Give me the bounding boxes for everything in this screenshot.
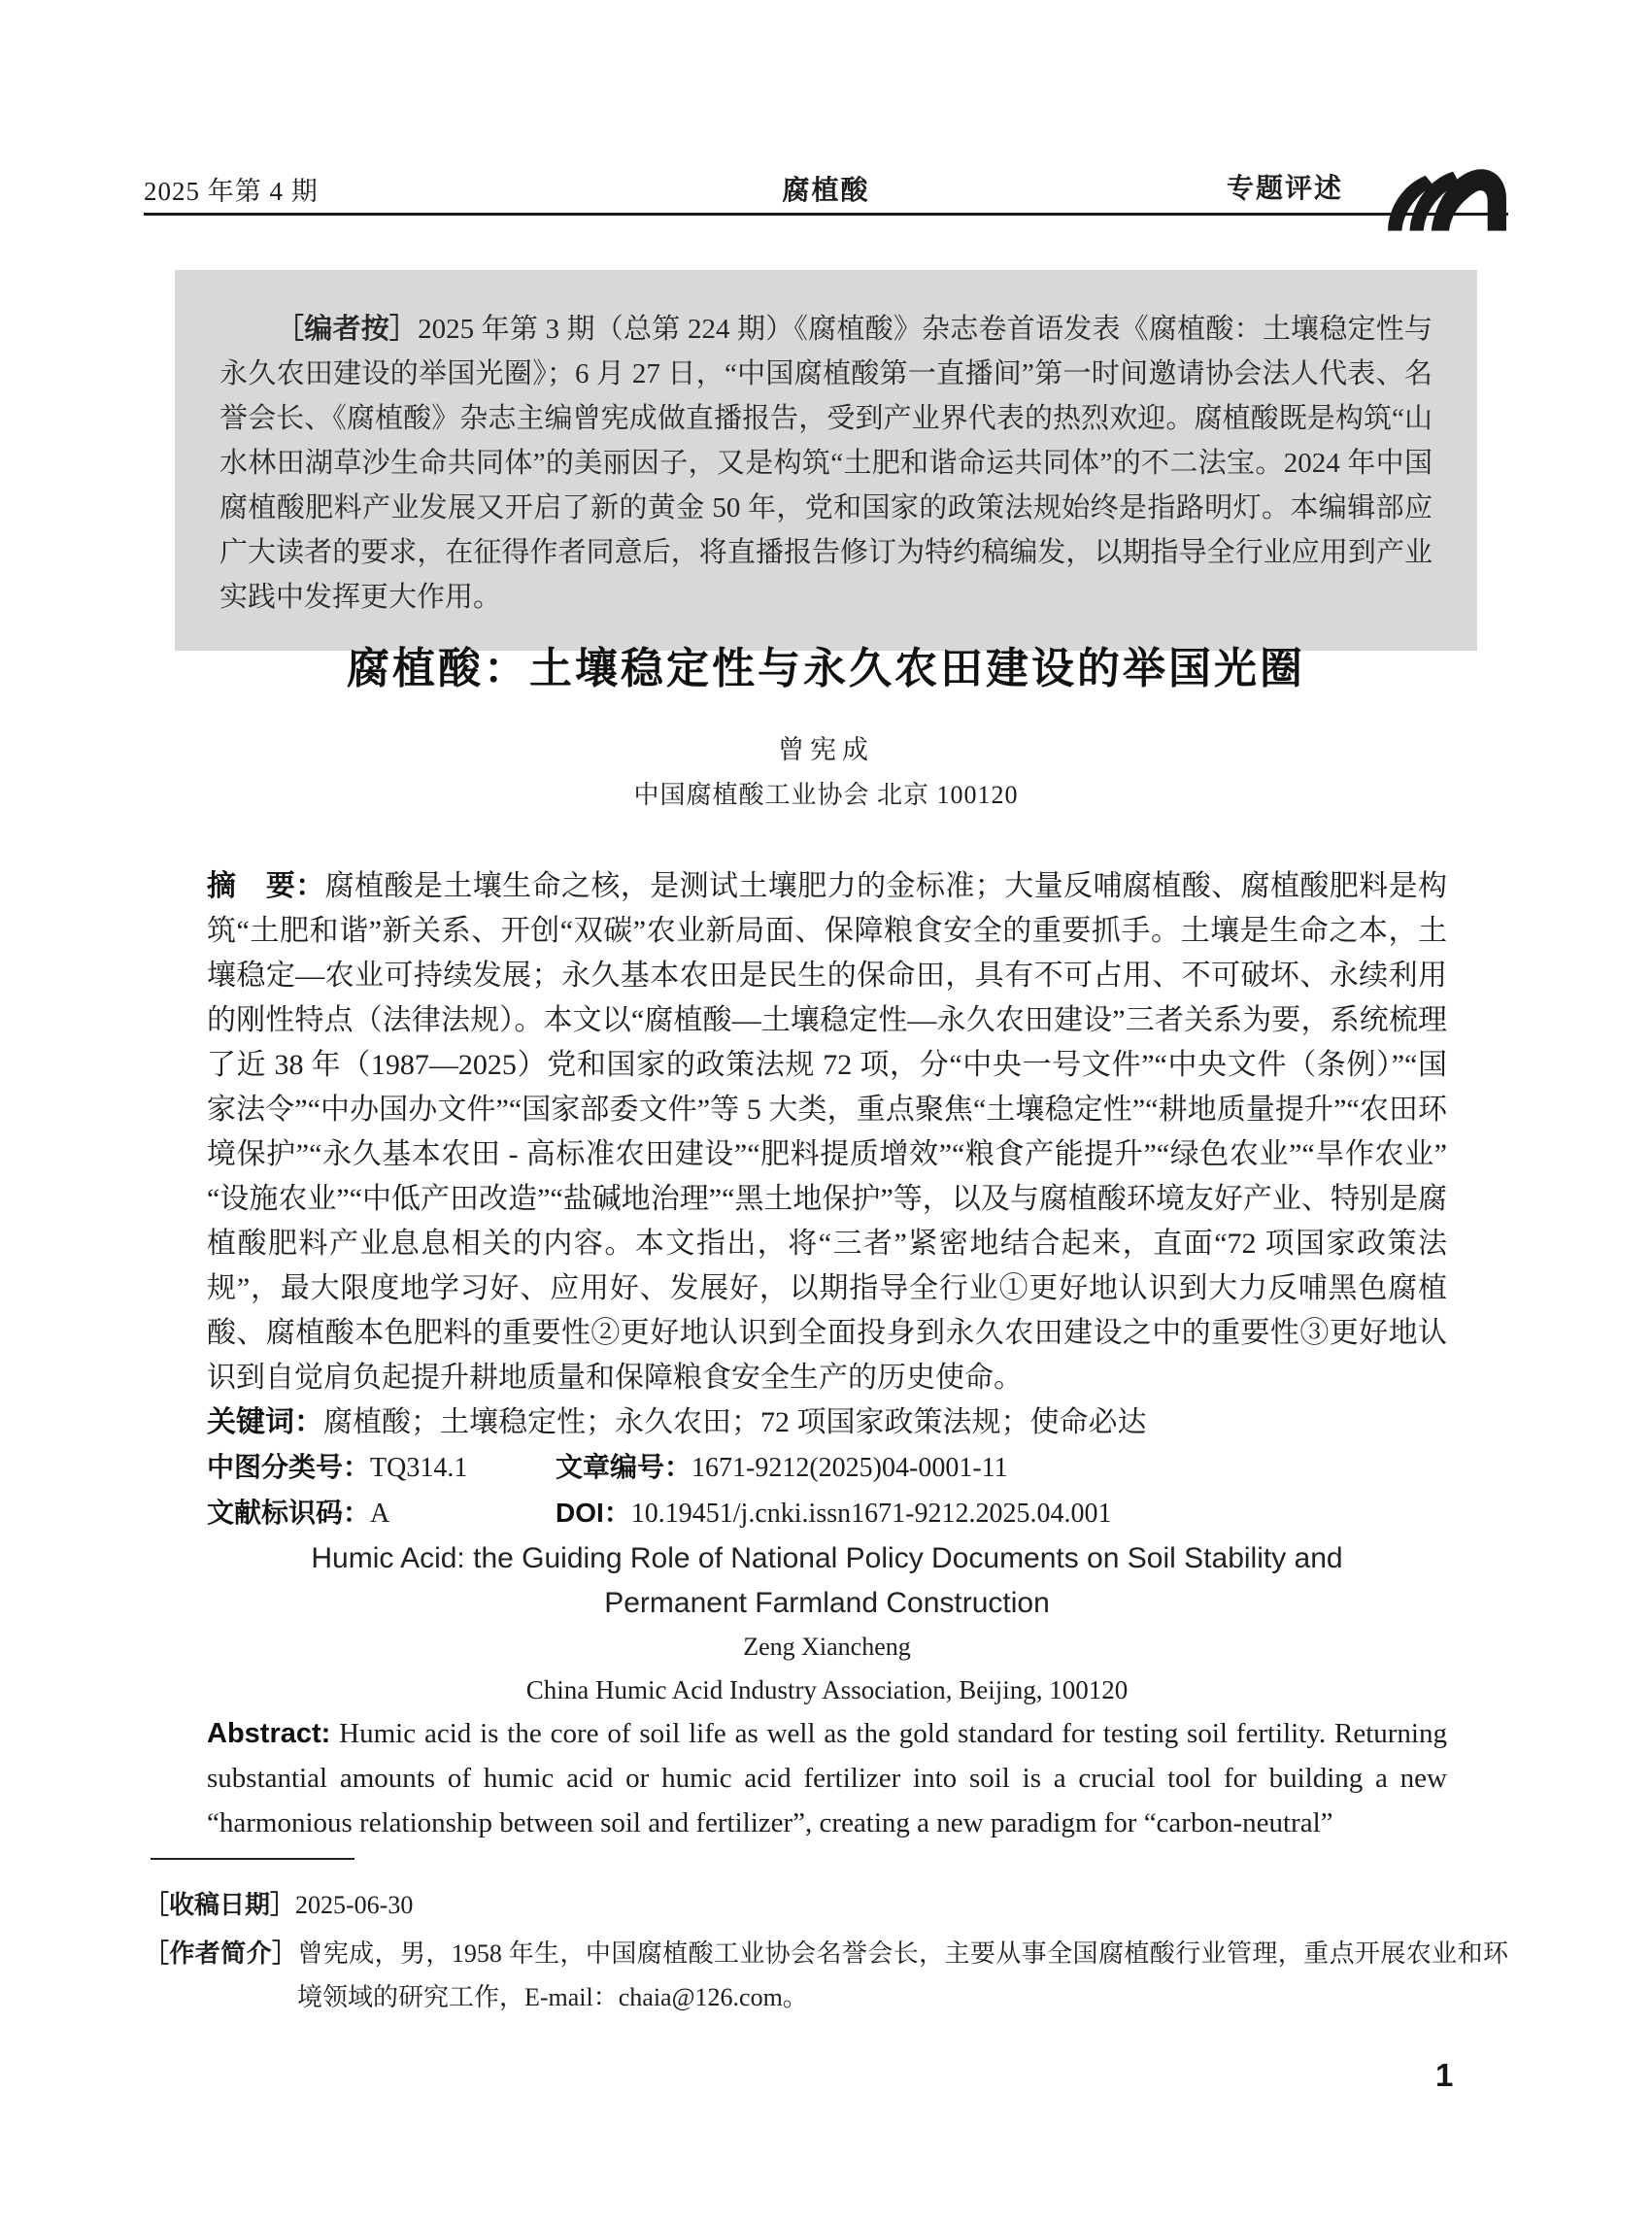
clc-value: TQ314.1 [370, 1453, 468, 1483]
author-en: Zeng Xiancheng [743, 1633, 911, 1661]
article-id-pair [556, 1453, 1008, 1483]
author-bio-value: 曾宪成，男，1958 年生，中国腐植酸工业协会名誉会长，主要从事全国腐植酸行业管理，重点开展农业和环境领域的研究工作，E-mail：chaia@126.com。 [297, 1939, 1508, 2011]
page-header [144, 153, 1508, 208]
author-bio-line [144, 1932, 1508, 2019]
clc-pair [207, 1445, 549, 1491]
article-title-cn: 腐植酸：土壤稳定性与永久农田建设的举国光圈 [347, 645, 1305, 692]
doi-label: DOI： [556, 1498, 631, 1528]
abstract-label-cn: 摘 要： [207, 870, 325, 902]
abstract-label-en: Abstract: [207, 1718, 331, 1749]
editor-note-text [219, 307, 1433, 620]
doc-code-label: 文献标识码： [207, 1498, 371, 1528]
author-bio-label: ［作者简介］ [144, 1938, 298, 1968]
abstract-cn [207, 864, 1447, 1400]
doi-pair [556, 1499, 1111, 1529]
meta-row-1 [207, 1445, 1447, 1491]
meta-row-2 [207, 1491, 1447, 1536]
editor-note-box [175, 270, 1477, 651]
association-logo-icon [1380, 153, 1508, 233]
keywords-body-cn: 腐植酸；土壤稳定性；永久农田；72 项国家政策法规；使命必达 [323, 1406, 1147, 1438]
page-number: 1 [1435, 2057, 1454, 2093]
keywords-label-cn: 关键词： [207, 1406, 323, 1438]
doc-code-pair [207, 1491, 549, 1536]
affiliation-cn: 中国腐植酸工业协会 北京 100120 [633, 781, 1019, 809]
column-name: 专题评述 [1226, 173, 1343, 203]
footnotes [144, 1884, 1508, 2019]
clc-label: 中图分类号： [207, 1452, 371, 1482]
issue-label: 2025 年第 4 期 [144, 177, 319, 206]
editor-note-label: ［编者按］ [276, 314, 419, 345]
article-title-en-line1: Humic Acid: the Guiding Role of National Policy Documents on Soil Stability and [311, 1542, 1343, 1574]
main-column [207, 864, 1447, 1845]
editor-note-body: 2025 年第 3 期（总第 224 期）《腐植酸》杂志卷首语发表《腐植酸：土壤稳定性与永久农田建设的举国光圈》；6 月 27 日，“中国腐植酸第一直播间”第一时间邀请协会法人代表、名誉会长、《腐植酸》杂志主编曾宪成做直播报告，受到产业界代表的热烈欢迎。腐植酸既是构筑“山水林田湖草沙生命共同体”的美丽因子，又是构筑“土肥和谐命运共同体”的不二法宝。2024 年中国腐植酸肥料产业发展又开启了新的黄金 50 年，党和国家的政策法规始终是指路明灯。本编辑部应广大读者的要求，在征得作者同意后，将直播报告修订为特约稿编发，以期指导全行业应用到产业实践中发挥更大作用。 [219, 314, 1433, 613]
abstract-body-en: Humic acid is the core of soil life as well as the gold standard for testing soil fertility. Returning substantial amounts of humic acid or humic acid fertilizer into soil is a crucial tool for building a new “harmonious relationship between soil and fertilizer”, creating a new paradigm for “carbon-neutral” [207, 1718, 1447, 1838]
received-date-line [144, 1884, 1508, 1926]
author-cn: 曾宪成 [778, 735, 874, 764]
received-date-value: 2025-06-30 [295, 1891, 414, 1919]
received-date-label: ［收稿日期］ [144, 1890, 296, 1919]
doc-code-value: A [370, 1499, 390, 1529]
affiliation-en: China Humic Acid Industry Association, Beijing, 100120 [525, 1675, 1129, 1704]
footnote-rule [151, 1858, 354, 1860]
abstract-en [207, 1711, 1447, 1845]
header-right [1054, 153, 1508, 208]
article-title-en-line2: Permanent Farmland Construction [604, 1587, 1050, 1619]
article-id-label: 文章编号： [556, 1452, 692, 1482]
article-id-value: 1671-9212(2025)04-0001-11 [691, 1453, 1008, 1483]
keywords-cn [207, 1400, 1447, 1445]
header-rule [144, 213, 1508, 216]
journal-name: 腐植酸 [782, 175, 870, 205]
abstract-body-cn: 腐植酸是土壤生命之核，是测试土壤肥力的金标准；大量反哺腐植酸、腐植酸肥料是构筑“土肥和谐”新关系、开创“双碳”农业新局面、保障粮食安全的重要抓手。土壤是生命之本，土壤稳定—农业可持续发展；永久基本农田是民生的保命田，具有不可占用、不可破坏、永续利用的刚性特点（法律法规）。本文以“腐植酸—土壤稳定性—永久农田建设”三者关系为要，系统梳理了近 38 年（1987—2025）党和国家的政策法规 72 项，分“中央一号文件”“中央文件（条例）”“国家法令”“中办国办文件”“国家部委文件”等 5 大类，重点聚焦“土壤稳定性”“耕地质量提升”“农田环境保护”“永久基本农田 - 高标准农田建设”“肥料提质增效”“粮食产能提升”“绿色农业”“旱作农业”“设施农业”“中低产田改造”“盐碱地治理”“黑土地保护”等，以及与腐植酸环境友好产业、特别是腐植酸肥料产业息息相关的内容。本文指出，将“三者”紧密地结合起来，直面“72 项国家政策法规”，最大限度地学习好、应用好、发展好，以期指导全行业①更好地认识到大力反哺黑色腐植酸、腐植酸本色肥料的重要性②更好地认识到全面投身到永久农田建设之中的重要性③更好地认识到自觉肩负起提升耕地质量和保障粮食安全生产的历史使命。 [207, 870, 1448, 1394]
doi-value: 10.19451/j.cnki.issn1671-9212.2025.04.001 [630, 1499, 1112, 1529]
